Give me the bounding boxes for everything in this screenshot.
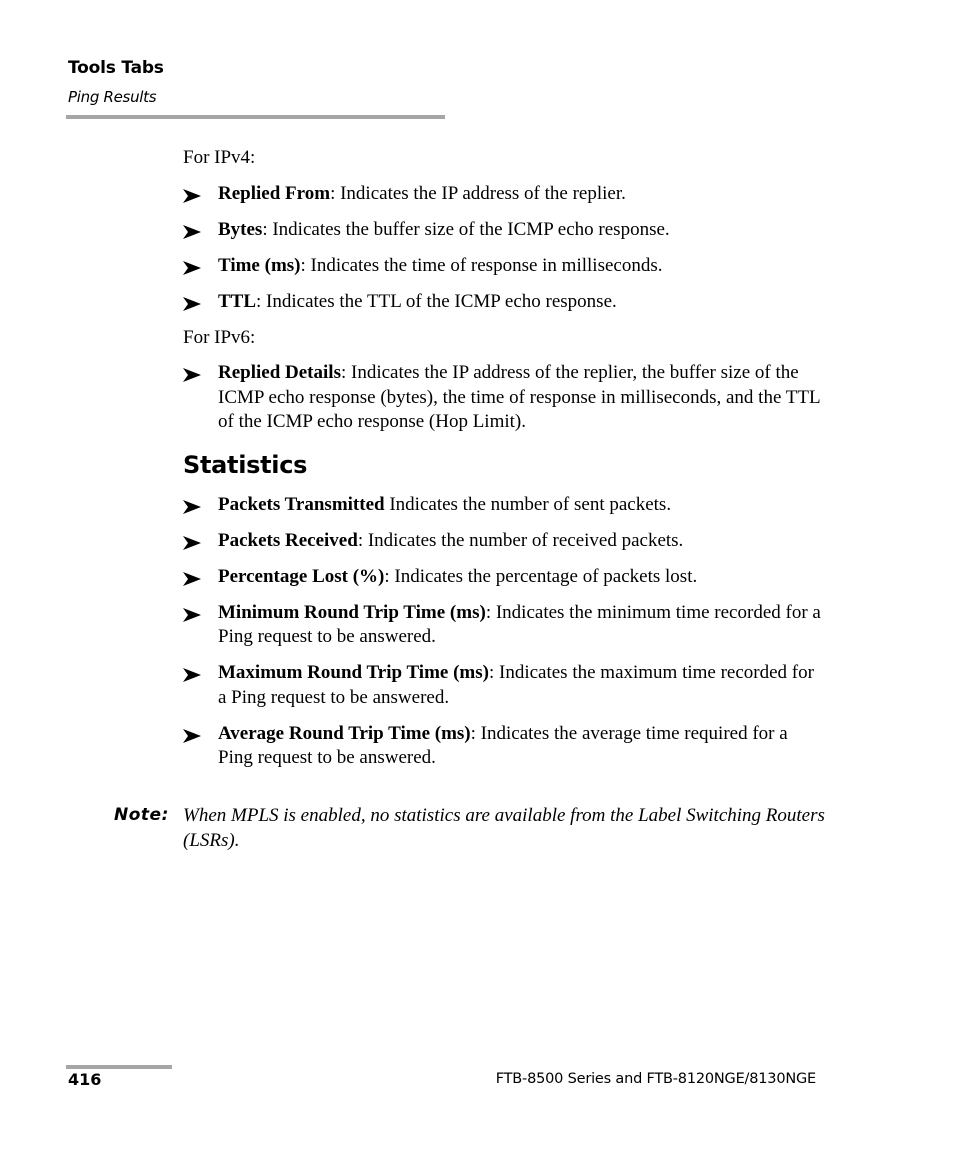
arrow-bullet-icon [183, 536, 201, 550]
page-number: 416 [68, 1070, 102, 1089]
header-title: Tools Tabs [68, 58, 164, 78]
item-description: Indicates the number of sent packets. [384, 493, 672, 515]
item-description: : Indicates the IP address of the replier, the buffer size of the ICMP echo response (bytes), the time of response in milliseconds, and the TTL of the ICMP echo response (Hop Limit). [218, 362, 820, 432]
item-term: Bytes [218, 218, 263, 240]
footer-rule [66, 1065, 172, 1069]
item-description: : Indicates the minimum time recorded for a Ping request to be answered. [218, 601, 821, 647]
list-item [183, 254, 823, 279]
item-term: Packets Received [218, 529, 358, 551]
item-description: : Indicates the percentage of packets lost. [384, 565, 698, 587]
list-item [183, 218, 823, 243]
arrow-bullet-icon [183, 668, 201, 682]
list-item [183, 493, 823, 518]
item-description: : Indicates the buffer size of the ICMP echo response. [262, 218, 670, 240]
list-item [183, 565, 823, 590]
item-term: Percentage Lost (%) [218, 565, 385, 587]
arrow-bullet-icon [183, 608, 201, 622]
arrow-bullet-icon [183, 572, 201, 586]
item-description: : Indicates the IP address of the replier. [330, 182, 626, 204]
arrow-bullet-icon [183, 225, 201, 239]
arrow-bullet-icon [183, 368, 201, 382]
list-item [183, 290, 823, 315]
item-description: : Indicates the TTL of the ICMP echo response. [256, 290, 617, 312]
item-description: : Indicates the time of response in milliseconds. [300, 254, 663, 276]
arrow-bullet-icon [183, 729, 201, 743]
ipv6-intro: For IPv6: [183, 326, 256, 348]
item-description: : Indicates the average time required for a Ping request to be answered. [218, 722, 788, 768]
item-term: Minimum Round Trip Time (ms) [218, 601, 486, 623]
main-content [183, 146, 823, 782]
ipv6-list [183, 361, 823, 435]
item-term: Replied From [218, 182, 331, 204]
list-item [183, 722, 823, 771]
list-item [183, 361, 823, 435]
item-term: Maximum Round Trip Time (ms) [218, 662, 489, 683]
ipv4-intro: For IPv4: [183, 147, 256, 168]
header-rule [66, 115, 445, 119]
item-term: Average Round Trip Time (ms) [218, 722, 471, 744]
note-label: Note: [114, 805, 169, 825]
footer-product: FTB-8500 Series and FTB-8120NGE/8130NGE [495, 1071, 816, 1087]
statistics-list [183, 493, 823, 771]
list-item [183, 601, 823, 650]
ipv4-list [183, 182, 823, 315]
arrow-bullet-icon [183, 189, 201, 203]
arrow-bullet-icon [183, 297, 201, 311]
list-item [183, 529, 823, 554]
item-term: Replied Details [218, 362, 341, 383]
item-description: : Indicates the number of received packets. [357, 529, 684, 551]
item-term: TTL [218, 290, 257, 312]
item-description: : Indicates the maximum time recorded for a Ping request to be answered. [218, 662, 814, 708]
note-text: When MPLS is enabled, no statistics are available from the Label Switching Routers (LSRs). [183, 805, 825, 851]
arrow-bullet-icon [183, 261, 201, 275]
item-term: Packets Transmitted [218, 493, 385, 515]
arrow-bullet-icon [183, 500, 201, 514]
statistics-heading: Statistics [183, 450, 308, 479]
list-item [183, 182, 823, 207]
header-subtitle: Ping Results [68, 88, 157, 106]
item-term: Time (ms) [218, 254, 301, 276]
list-item [183, 661, 823, 710]
note-block [114, 803, 834, 853]
